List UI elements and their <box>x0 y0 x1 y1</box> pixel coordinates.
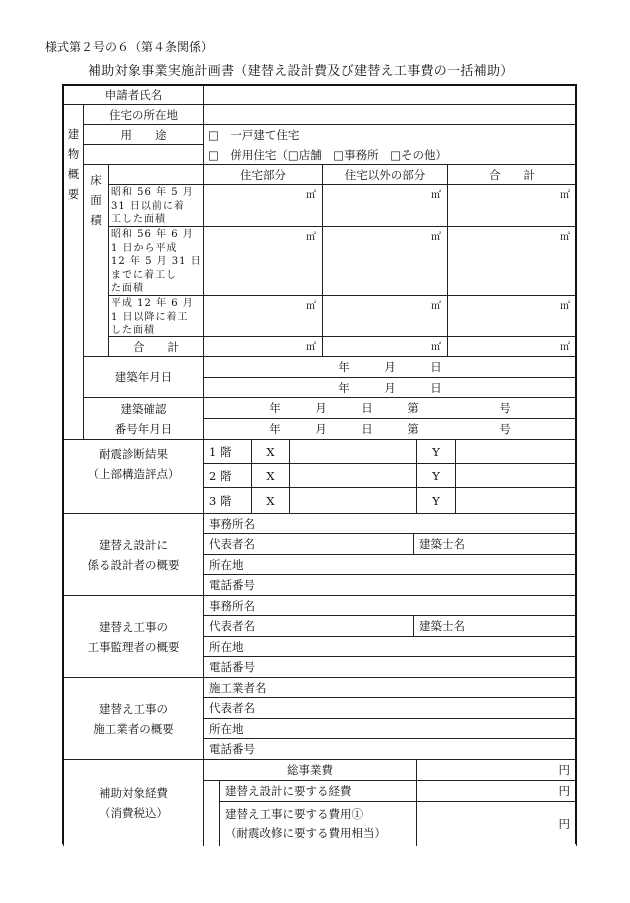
total-cost-label <box>203 759 417 781</box>
construction-cost-label-text: 建替え工事に要する費用① （耐震改修に要する費用相当） <box>225 807 386 840</box>
supervisor-field[interactable] <box>203 615 414 637</box>
area-row-label <box>108 295 204 337</box>
area-row-label-text: 昭和 56 年 6 月 1 日から平成 12 年 5 月 31 日 までに着工し た面積 <box>111 229 202 294</box>
seismic-label-text: 耐震診断結果 （上部構造評点） <box>87 446 180 481</box>
design-cost-label-text: 建替え設計に要する経費 <box>225 784 352 798</box>
area-value-field[interactable] <box>322 295 448 337</box>
seismic-x-label-text: X <box>266 468 275 483</box>
seismic-floor-label <box>203 439 252 464</box>
designer-field-text: 電話番号 <box>209 578 255 592</box>
area-header-text: 住宅以外の部分 <box>344 167 426 182</box>
contractor-field[interactable] <box>203 697 577 719</box>
applicant-name-label <box>63 85 204 105</box>
area-value-field[interactable] <box>447 184 577 227</box>
seismic-x-field[interactable] <box>289 463 417 488</box>
seismic-floor-label <box>203 487 252 514</box>
area-header <box>447 164 577 185</box>
designer-field-text: 所在地 <box>209 557 244 572</box>
building-overview-label <box>63 118 84 211</box>
floor-area-label-text: 床 面 積 <box>90 173 102 227</box>
area-value-field[interactable] <box>447 295 577 337</box>
area-header-blank <box>108 164 204 185</box>
use-option-detached[interactable] <box>203 124 577 145</box>
applicant-name-field[interactable] <box>203 85 577 105</box>
seismic-y-label <box>416 463 456 488</box>
supervisor-field-text: 代表者名 <box>209 619 255 633</box>
contractor-field[interactable] <box>203 738 577 760</box>
build-date-field[interactable] <box>203 356 577 378</box>
supervisor-label <box>63 595 204 678</box>
area-value-field-text: ㎡ <box>560 232 570 243</box>
area-total-field[interactable] <box>203 336 323 357</box>
use-label <box>83 124 204 145</box>
seismic-x-label <box>251 439 290 464</box>
seismic-x-field[interactable] <box>289 487 417 514</box>
designer-field[interactable] <box>413 533 577 555</box>
seismic-floor-label-text: 3 階 <box>209 493 232 508</box>
confirmation-field-text: 年 月 日 第 号 <box>269 401 511 415</box>
area-total-label <box>108 336 204 357</box>
floor-area-label <box>83 164 109 241</box>
area-header <box>203 164 323 185</box>
area-value-field[interactable] <box>322 184 448 227</box>
supervisor-label-text: 建替え工事の 工事監理者の概要 <box>87 619 180 654</box>
area-value-field-text: ㎡ <box>306 232 316 243</box>
build-date-field-text: 年 月 日 <box>338 360 442 374</box>
seismic-y-label <box>416 487 456 514</box>
area-value-field-text: ㎡ <box>560 190 570 201</box>
total-cost-field[interactable] <box>416 759 577 781</box>
seismic-y-field[interactable] <box>455 439 577 464</box>
area-row-label-text: 平成 12 年 6 月 1 日以降に着工 した面積 <box>111 298 194 336</box>
use-option-mixed[interactable] <box>203 144 577 165</box>
area-header-text: 合 計 <box>489 167 535 182</box>
area-row-label-text: 昭和 56 年 5 月 31 日以前に着 工した面積 <box>111 187 194 225</box>
design-cost-field[interactable] <box>416 780 577 802</box>
use-option-detached-text: □ 一戸建て住宅 <box>208 127 300 142</box>
address-field[interactable] <box>203 104 577 125</box>
contractor-label-text: 建替え工事の 施工業者の概要 <box>93 701 174 736</box>
build-date-field-text: 年 月 日 <box>338 380 442 395</box>
contractor-field[interactable] <box>203 677 577 698</box>
supervisor-field[interactable] <box>203 595 577 616</box>
area-value-field-text: ㎡ <box>306 301 316 312</box>
area-header-text: 住宅部分 <box>240 167 286 182</box>
total-cost-label-text: 総事業費 <box>287 763 333 777</box>
area-row-label <box>108 184 204 227</box>
designer-field[interactable] <box>203 554 577 575</box>
seismic-y-label-text: Y <box>432 468 440 483</box>
designer-field-text: 建築士名 <box>419 537 465 551</box>
address-label <box>83 104 204 125</box>
area-value-field[interactable] <box>203 226 323 296</box>
construction-cost-label <box>219 801 417 846</box>
area-total-field[interactable] <box>447 336 577 357</box>
supervisor-field-text: 事務所名 <box>209 598 255 613</box>
confirmation-label <box>83 397 204 440</box>
costs-label <box>63 759 204 846</box>
designer-field-text: 代表者名 <box>209 537 255 551</box>
supervisor-field[interactable] <box>203 656 577 678</box>
contractor-field-text: 施工業者名 <box>209 680 267 695</box>
contractor-field-text: 所在地 <box>209 721 244 736</box>
build-date-label <box>83 356 204 398</box>
contractor-field-text: 代表者名 <box>209 701 255 715</box>
use-label-text: 用 途 <box>120 127 167 142</box>
area-header <box>322 164 448 185</box>
confirmation-field[interactable] <box>203 397 577 419</box>
seismic-x-label <box>251 487 290 514</box>
confirmation-field-text: 年 月 日 第 号 <box>269 422 511 436</box>
area-total-label-text: 合 計 <box>133 339 179 354</box>
area-value-field-text: ㎡ <box>431 301 441 312</box>
applicant-name-label-text: 申請者氏名 <box>104 88 163 102</box>
seismic-y-label-text: Y <box>432 493 440 508</box>
area-value-field-text: ㎡ <box>560 301 570 312</box>
designer-field-text: 事務所名 <box>209 516 255 531</box>
supervisor-field[interactable] <box>203 636 577 657</box>
seismic-label <box>63 441 204 486</box>
seismic-floor-label <box>203 463 252 488</box>
use-option-mixed-text: □ 併用住宅（□店舗 □事務所 □その他） <box>208 147 447 162</box>
seismic-x-label-text: X <box>266 493 275 508</box>
total-cost-field-text: 円 <box>558 763 570 777</box>
seismic-x-label-text: X <box>266 444 275 459</box>
build-date-field[interactable] <box>203 377 577 398</box>
design-cost-field-text: 円 <box>558 784 570 798</box>
contractor-label <box>63 677 204 760</box>
area-total-field-text: ㎡ <box>560 342 570 353</box>
supervisor-field-text: 所在地 <box>209 639 244 654</box>
design-cost-label <box>219 780 417 802</box>
area-row-label <box>108 226 204 296</box>
area-value-field[interactable] <box>447 226 577 296</box>
seismic-x-label <box>251 463 290 488</box>
designer-label <box>63 513 204 596</box>
page-title: 補助対象事業実施計画書（建替え設計費及び建替え工事費の一括補助） <box>88 64 514 79</box>
designer-field[interactable] <box>203 574 577 596</box>
costs-label-text: 補助対象経費 （消費税込） <box>99 786 168 820</box>
area-value-field[interactable] <box>203 295 323 337</box>
seismic-y-field[interactable] <box>455 487 577 514</box>
confirmation-label-text: 建築確認 番号年月日 <box>114 401 173 436</box>
contractor-field-text: 電話番号 <box>209 742 255 756</box>
area-total-field[interactable] <box>322 336 448 357</box>
area-value-field[interactable] <box>322 226 448 296</box>
building-overview-label-text: 建 物 概 要 <box>67 127 80 201</box>
area-value-field-text: ㎡ <box>306 190 316 201</box>
supervisor-field-text: 建築士名 <box>419 619 465 633</box>
seismic-y-label <box>416 439 456 464</box>
supervisor-field-text: 電話番号 <box>209 660 255 674</box>
supervisor-field[interactable] <box>413 615 577 637</box>
area-value-field-text: ㎡ <box>431 232 441 243</box>
build-date-label-text: 建築年月日 <box>114 370 173 384</box>
seismic-y-field[interactable] <box>455 463 577 488</box>
address-label-text: 住宅の所在地 <box>109 107 178 122</box>
designer-field[interactable] <box>203 533 414 555</box>
designer-field[interactable] <box>203 513 577 534</box>
seismic-y-label-text: Y <box>432 444 440 459</box>
construction-cost-field[interactable] <box>416 801 577 846</box>
area-total-field-text: ㎡ <box>306 342 316 353</box>
seismic-floor-label-text: 1 階 <box>209 444 232 459</box>
construction-cost-field-text: 円 <box>558 817 570 831</box>
area-value-field[interactable] <box>203 184 323 227</box>
contractor-field[interactable] <box>203 718 577 739</box>
seismic-x-field[interactable] <box>289 439 417 464</box>
area-total-field-text: ㎡ <box>431 342 441 353</box>
designer-label-text: 建替え設計に 係る設計者の概要 <box>87 537 180 572</box>
seismic-floor-label-text: 2 階 <box>209 468 232 483</box>
costs-indent <box>203 780 220 846</box>
form-number: 様式第２号の６（第４条関係） <box>45 40 214 54</box>
area-value-field-text: ㎡ <box>431 190 441 201</box>
confirmation-field[interactable] <box>203 418 577 440</box>
